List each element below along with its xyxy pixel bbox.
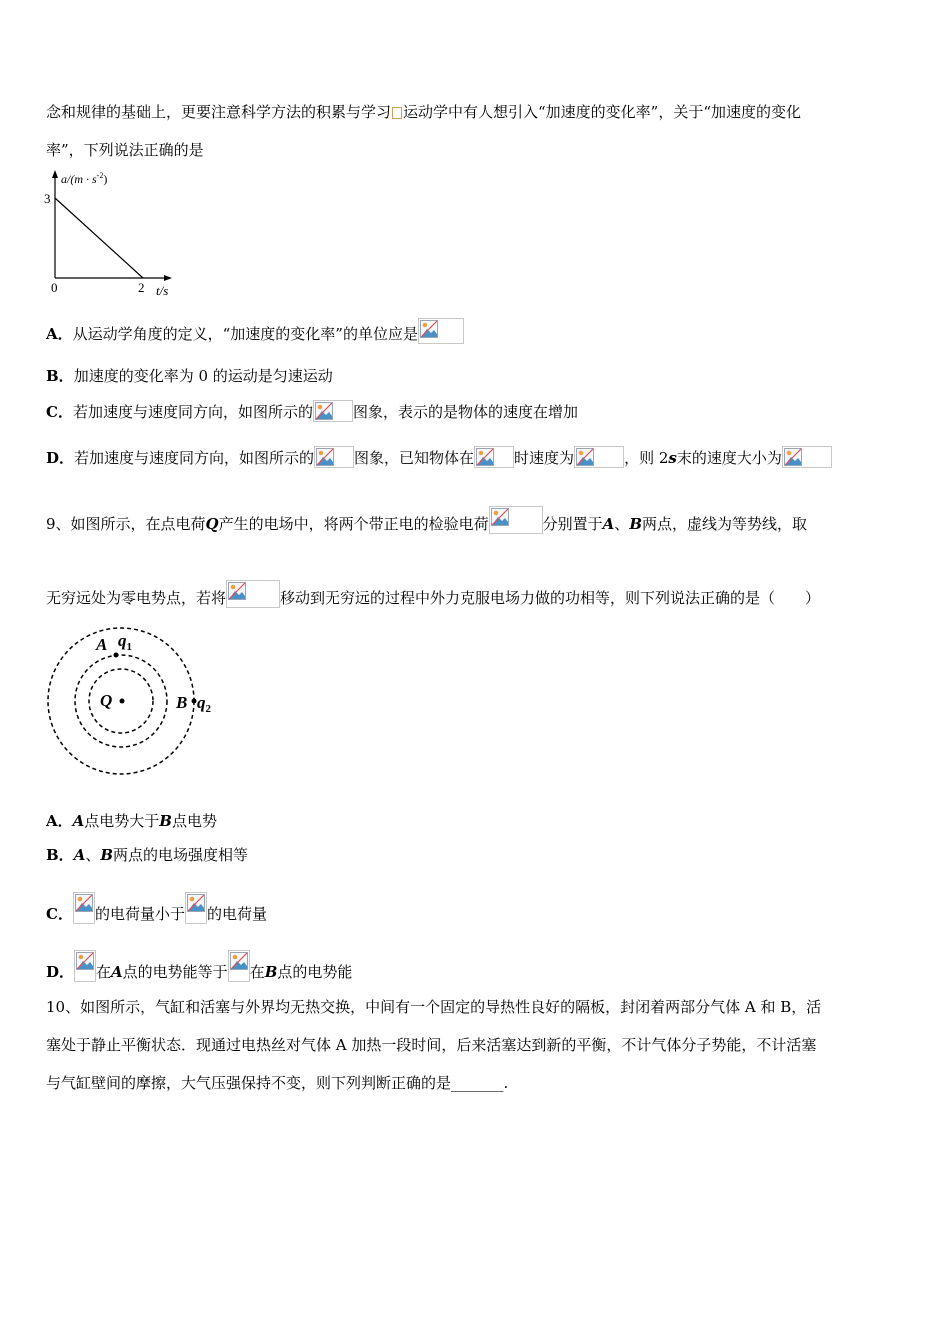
q9-option-d: D． 在A点的电势能等于 在B点的电势能 [46,950,352,982]
origin-label: 0 [51,280,58,295]
q9-option-c: C． 的电荷量小于 的电荷量 [46,892,267,924]
formula-image-icon [228,950,250,982]
point-b [192,699,197,704]
q10-line-1: 10、如图所示，气缸和活塞与外界均无热交换，中间有一个固定的导热性良好的隔板，封闭着两部分气体 A 和 B，活 [46,998,822,1016]
y-axis-arrow-icon [52,170,58,178]
formula-image-icon [313,400,353,422]
formula-image-icon [574,446,624,468]
formula-image-icon [782,446,832,468]
y-tick-3: 3 [44,191,51,206]
q10-line-3: 与气缸壁间的摩擦，大气压强保持不变，则下列判断正确的是_______. [46,1074,509,1092]
q8-option-a: A．从运动学角度的定义，“加速度的变化率”的单位应是 [46,318,464,344]
intro-line-2: 率”，下列说法正确的是 [46,141,204,159]
q10-line-2: 塞处于静止平衡状态．现通过电热丝对气体 A 加热一段时间，后来活塞达到新的平衡，不计气体分子势能，不计活塞 [46,1036,817,1054]
q9-option-a: A．A点电势大于B点电势 [46,812,217,830]
y-axis-label: $a/(m \cdot s^{-2})$ [61,171,108,186]
broken-image-icon [392,107,402,119]
q2-label: $q_2$ [197,693,211,715]
q8-option-c: C．若加速度与速度同方向，如图所示的 图象，表示的是物体的速度在增加 [46,400,578,422]
graph-line [55,198,143,278]
acceleration-time-graph [40,168,190,298]
q8-option-b: B．加速度的变化率为 0 的运动是匀速运动 [46,367,333,385]
equipotential-figure [40,622,240,782]
formula-image-icon [185,892,207,924]
formula-image-icon [489,506,543,534]
q-label: Q [100,691,113,710]
formula-image-icon [474,446,514,468]
x-tick-2: 2 [138,280,145,295]
a-label: A [96,635,108,654]
formula-image-icon [226,580,280,608]
intro-line-1: 念和规律的基础上，更要注意科学方法的积累与学习 运动学中有人想引入“加速度的变化率”，关于“加速度的变化 [46,103,802,121]
x-axis-arrow-icon [164,275,172,281]
b-label: B [176,693,188,712]
x-axis-label: t/s [156,283,169,298]
formula-image-icon [74,950,96,982]
charge-q-point [120,699,125,704]
q9-option-b: B．A、B两点的电场强度相等 [46,846,249,864]
formula-image-icon [314,446,354,468]
formula-image-icon [418,318,464,344]
q1-label: $q_1$ [118,631,132,653]
q9-stem-line-1: 9、如图所示，在点电荷Q产生的电场中，将两个带正电的检验电荷 分别置于A、B两点，虚线为等势线，取 [46,506,807,534]
point-a [114,653,119,658]
q9-stem-line-2: 无穷远处为零电势点，若将 移动到无穷远的过程中外力克服电场力做的功相等，则下列说法正确的是（ ） [46,580,820,608]
formula-image-icon [73,892,95,924]
q8-option-d: D．若加速度与速度同方向，如图所示的 图象，已知物体在 时速度为 ，则 2s末的速度大小为 [46,446,832,468]
